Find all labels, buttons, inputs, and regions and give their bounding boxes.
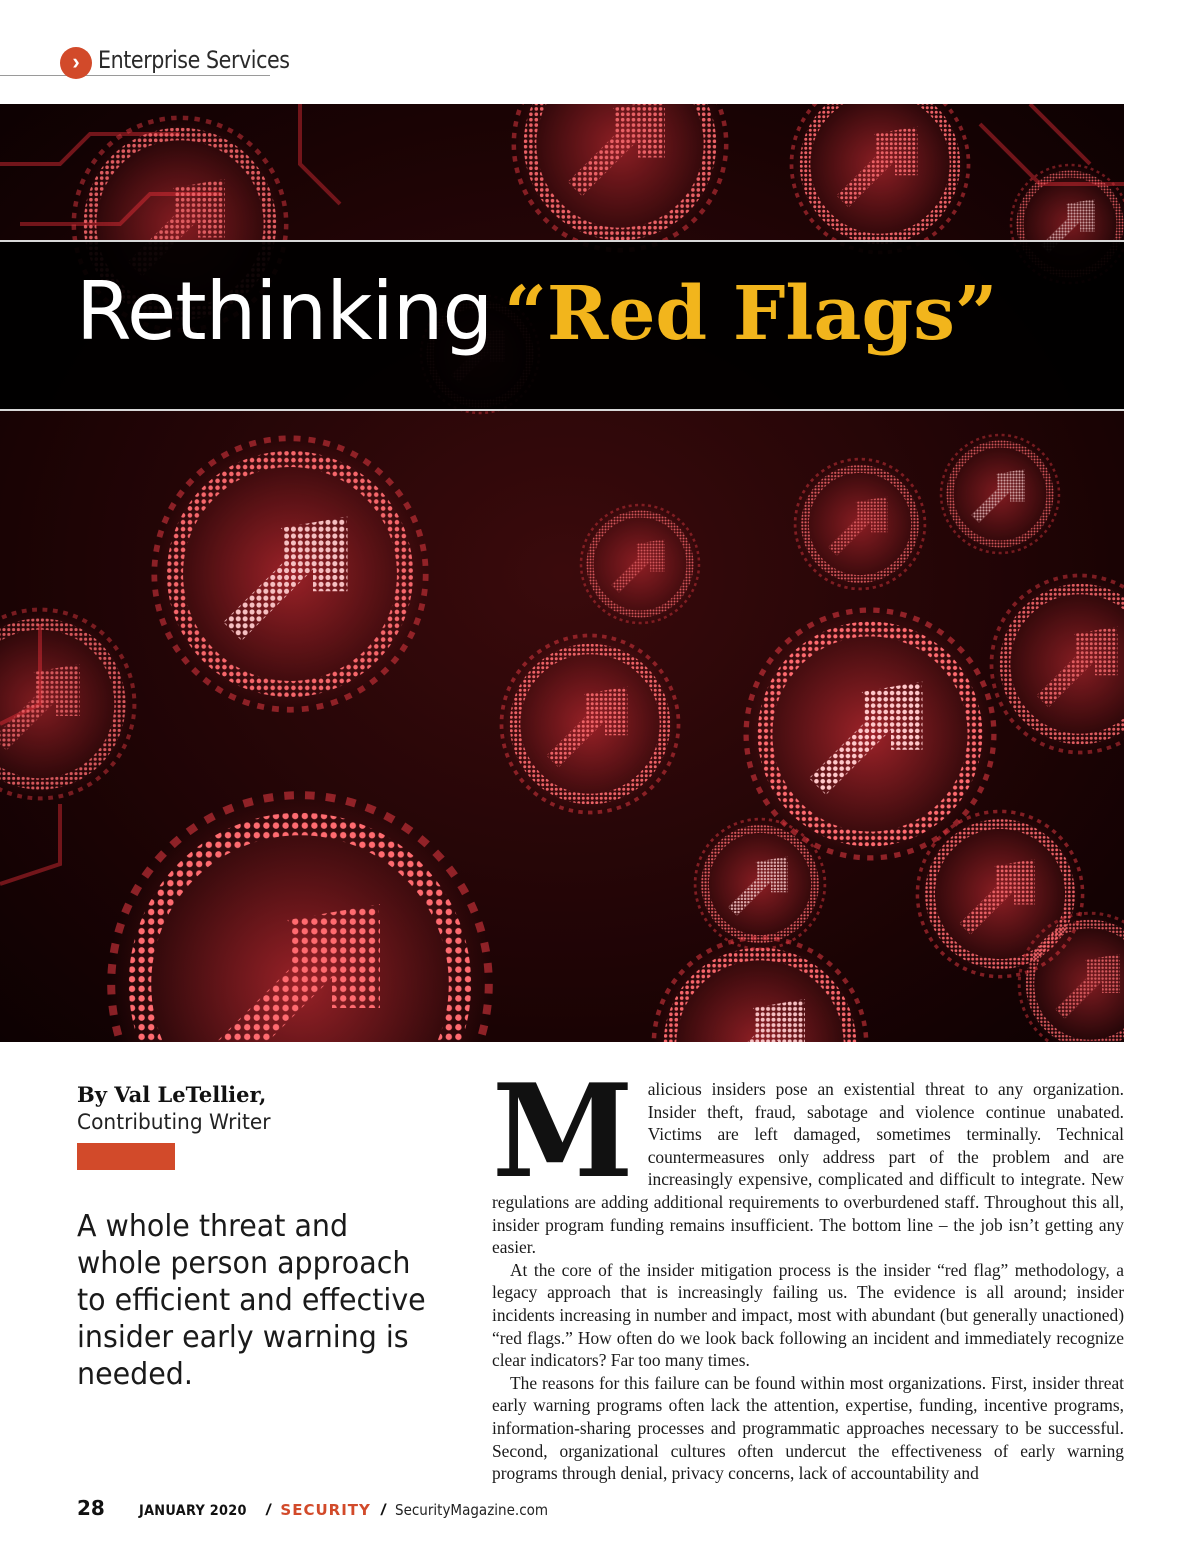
arrow-circle [794, 458, 926, 590]
page-title [76, 265, 998, 358]
hero-image [0, 104, 1124, 1042]
section-rule [0, 75, 270, 76]
title-bold: “Red Flags” [504, 271, 998, 357]
arrow-circle [580, 504, 700, 624]
deck-text: A whole threat and whole person approach to efficient and effective insider early warning is needed. [77, 1209, 426, 1392]
issue-date: JANUARY 2020 [138, 1503, 247, 1519]
arrow-circle [790, 104, 970, 254]
drop-cap: M [492, 1057, 634, 1207]
paragraph-text: alicious insiders pose an existential threat to any organization. Insider theft, fraud, sabotage and violence continue unabated. Victims are left damaged, sometimes terminally. Technical countermeasures only address part of the problem and are increasingly expensive, complicated and difficult to integrate. New regulations are adding additional requirements to overburdened staff. Throughout this all, insider program funding remains insufficient. The bottom line – the job isn’t getting any easier. [492, 1079, 1124, 1258]
magazine-name: SECURITY [280, 1501, 371, 1519]
title-light: Rethinking [76, 265, 493, 358]
article-body [492, 1057, 1124, 1485]
body-paragraph [492, 1057, 1124, 1259]
page-number: 28 [77, 1496, 105, 1520]
arrow-circle [0, 608, 136, 800]
arrow-circle [694, 818, 826, 950]
section-label: Enterprise Services [98, 46, 290, 74]
arrow-circle [108, 792, 492, 1042]
arrow-circle [652, 936, 868, 1042]
website-link: SecurityMagazine.com [395, 1501, 549, 1519]
arrow-circle [152, 436, 428, 712]
body-paragraph: At the core of the insider mitigation process is the insider “red flag” methodology, a legacy approach that is increasingly failing us. The evidence is all around; insider incidents increasing in number and impact, most with abundant (but generally unactioned) “red flags.” How often do we look back following an incident and immediately recognize clear indicators? Far too many times. [492, 1259, 1124, 1371]
footer-separator: / [265, 1502, 271, 1519]
author-role: Contributing Writer [77, 1110, 271, 1134]
chevron-right-icon: › [60, 47, 92, 79]
arrow-circle [990, 574, 1124, 754]
accent-bar [77, 1143, 175, 1170]
footer-separator: / [380, 1502, 386, 1519]
arrow-circle [940, 434, 1060, 554]
title-band [0, 240, 1124, 411]
arrow-circle [512, 104, 728, 252]
author-byline: By Val LeTellier, [77, 1082, 267, 1107]
body-paragraph: The reasons for this failure can be found within most organizations. First, insider threat early warning programs often lack the attention, expertise, funding, incentive programs, information-sharing processes and programmatic approaches necessary to be successful. Second, organizational cultures often undercut the effectiveness of early warning programs through denial, privacy concerns, lack of accountability and [492, 1372, 1124, 1484]
page-footer [77, 1496, 565, 1520]
arrow-circle [500, 634, 680, 814]
